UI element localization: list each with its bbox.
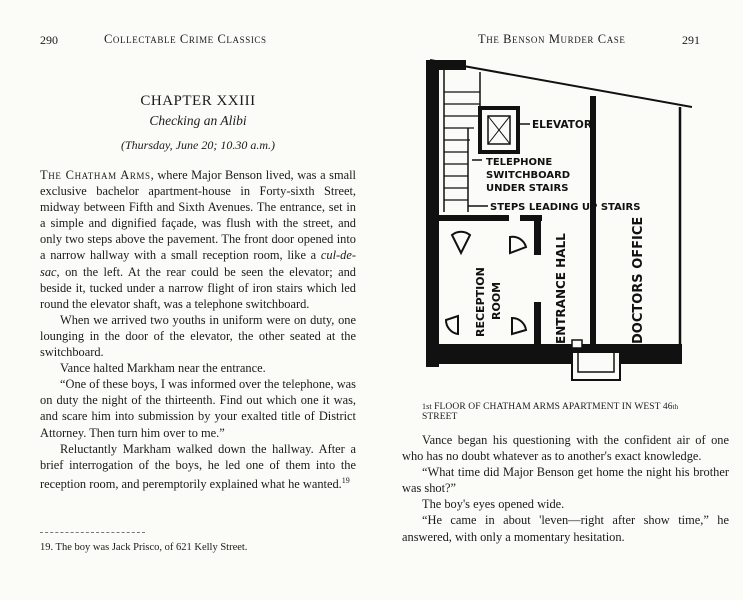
paragraph: [40, 167, 356, 312]
paragraph: [40, 441, 356, 492]
paragraph: “What time did Major Benson get home the night his brother was shot?”: [402, 465, 729, 496]
caption-text: FLOOR OF CHATHAM ARMS APARTMENT IN WEST 46: [434, 402, 673, 412]
paragraph: Vance began his questioning with the confident air of one who has no doubt whatever as to another's exact knowledge.: [402, 433, 729, 464]
floor-plan-diagram: [422, 52, 692, 382]
paragraph: “He came in about 'leven—right after show time,” he answered, with only a momentary hesitation.: [402, 513, 729, 544]
label-room: ROOM: [490, 281, 503, 320]
italic-term: cul-de-sac: [40, 248, 356, 279]
left-body-text: [40, 167, 356, 492]
paragraph: “One of these boys, I was informed over the telephone, was on duty the night of the thirteenth. Find out which one it was, and scare him into submission by your exalted title of District Attorney. Then turn him over to me.”: [40, 377, 356, 440]
page-number-right: 291: [682, 33, 700, 47]
caption-end: STREET: [422, 412, 458, 422]
running-head-right: The Benson Murder Case: [478, 32, 626, 46]
label-entrance-hall: ENTRANCE HALL: [554, 233, 568, 344]
chapter-subtitle: Checking an Alibi: [149, 113, 247, 128]
text-span: , on the left. At the rear could be seen the elevator; and beside it, tucked under a narrow flight of iron stairs which led round the elevator shaft, was a telephone switchboard.: [40, 264, 356, 311]
label-doctors-office: DOCTORS OFFICE: [631, 216, 646, 344]
label-under-stairs: UNDER STAIRS: [486, 183, 569, 194]
caption-superscript: th: [672, 403, 679, 411]
footnote: 19. The boy was Jack Prisco, of 621 Kelly Street.: [40, 542, 248, 553]
paragraph: Vance halted Markham near the entrance.: [60, 361, 266, 376]
right-body-text: [402, 432, 729, 545]
date-line: (Thursday, June 20; 10.30 a.m.): [121, 138, 275, 152]
chapter-title: CHAPTER XXIII: [140, 93, 256, 109]
text-span: Reluctantly Markham walked down the hallway. After a brief interrogation of the boys, he led one of them into the reception room, and peremptorily explained what he wanted.: [40, 441, 356, 491]
right-page: [372, 0, 743, 600]
running-head-left: Collectable Crime Classics: [104, 32, 267, 46]
caption-prefix: 1st: [422, 402, 432, 411]
paragraph: The boy's eyes opened wide.: [422, 497, 565, 512]
opening-smallcaps: The Chatham Arms: [40, 168, 151, 182]
paragraph: When we arrived two youths in uniform were on duty, one lounging in the door of the elevator, the other seated at the switchboard.: [40, 312, 356, 360]
left-page: [0, 0, 371, 600]
footnote-ref: 19: [341, 475, 350, 485]
footnote-rule: [40, 532, 145, 533]
label-steps: STEPS LEADING UP STAIRS: [490, 202, 641, 213]
text-span: , where Major Benson lived, was a small exclusive bachelor apartment-house in Forty-sixth Street, midway between Fifth and Sixth Avenues. The entrance, set in a simple and dignified façade, was flush with the street, and only two steps above the pavement. The front door opened into a narrow hallway with a small reception room, like a: [40, 168, 356, 263]
label-elevator: ELEVATOR: [532, 119, 592, 131]
label-reception: RECEPTION: [474, 267, 487, 337]
label-telephone: TELEPHONE: [486, 157, 553, 168]
page-number-left: 290: [40, 33, 58, 47]
figure-caption: [422, 402, 712, 422]
label-switchboard: SWITCHBOARD: [486, 170, 571, 181]
